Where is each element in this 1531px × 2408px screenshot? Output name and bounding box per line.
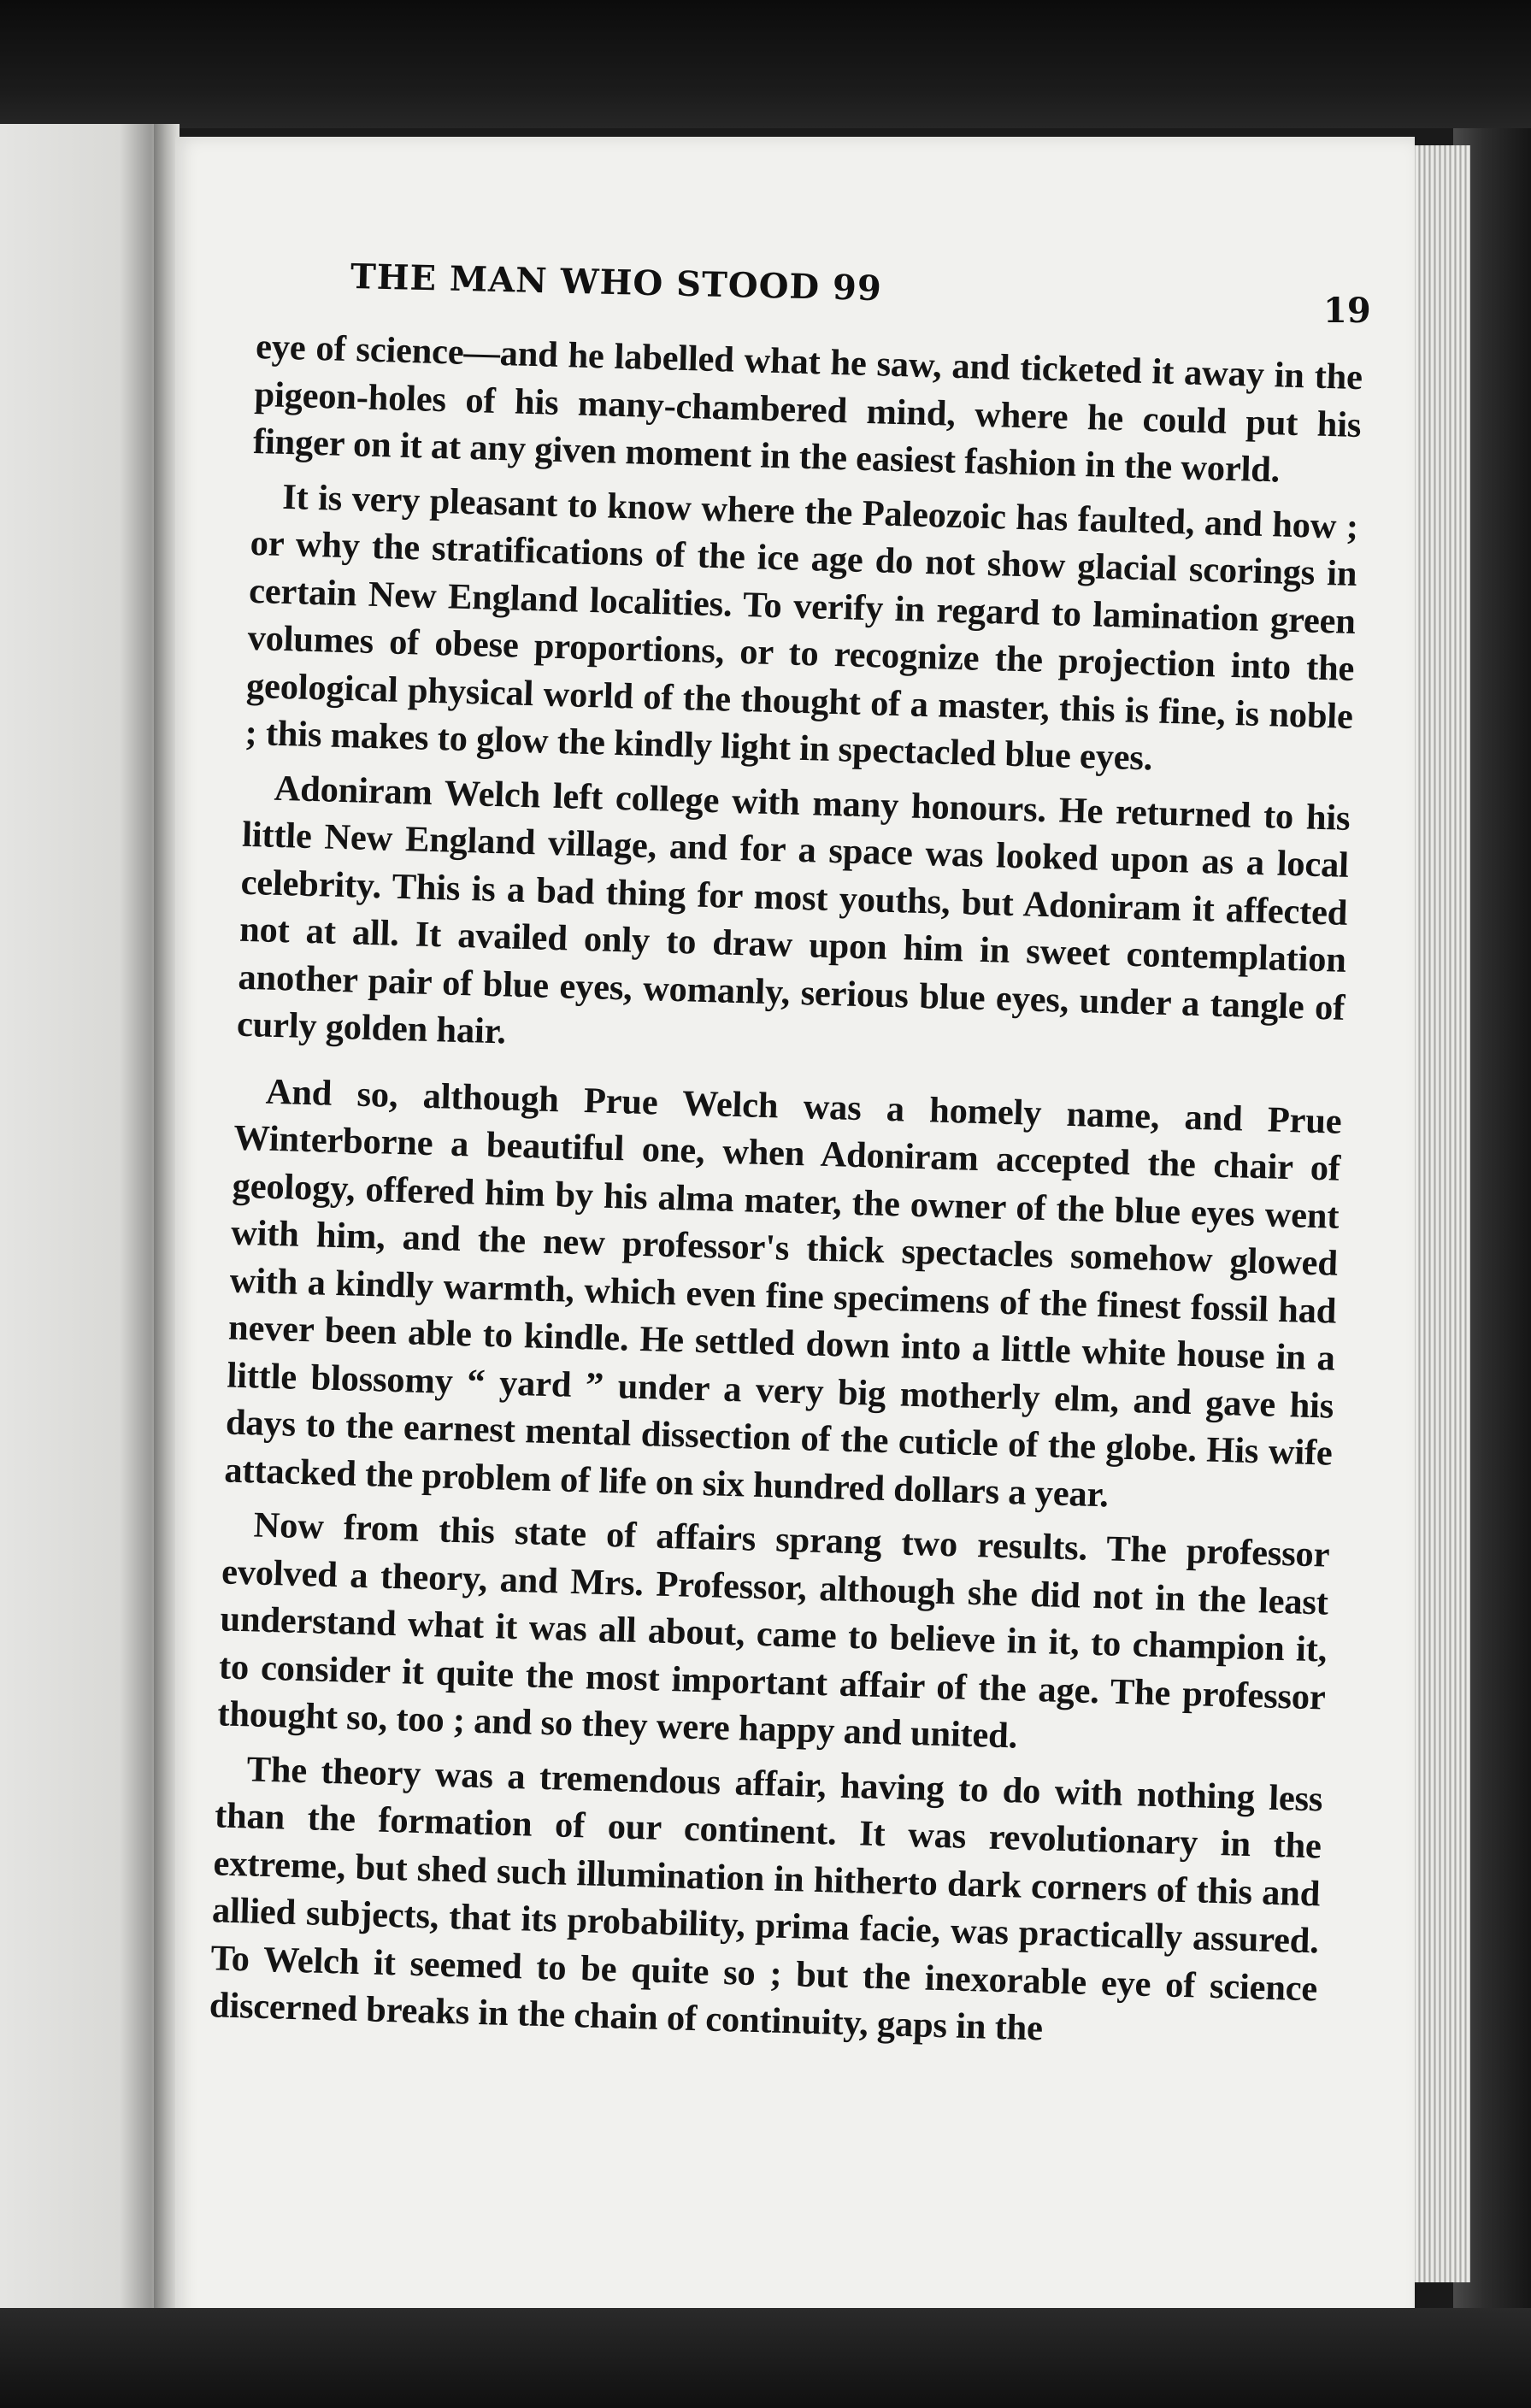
page-number: 19 [1323, 291, 1371, 331]
scan-background-top [0, 0, 1531, 128]
body-text [209, 323, 1363, 2067]
page-stack-edges [1410, 145, 1470, 2282]
scan-background-bottom [0, 2308, 1531, 2408]
paragraph: Adoniram Welch left college with many honours. He returned to his little New England village, and for a space was looked upon as a local celebrity. This is a bad thing for most youths, but Adoniram it affected not at all. It availed only to draw upon him in sweet contemplation another pair of blue eyes, womanly, serious blue eyes, under a tangle of curly golden hair. [236, 768, 1351, 1052]
paragraph: And so, although Prue Welch was a homely name, and Prue Winterborne a beautiful one, when Adoniram accepted the chair of geology, offered him by his alma mater, the owner of the blue eyes went with him, and the new professor's thick spectacles somehow glowed with a kindly warmth, which even fine specimens of the finest fossil had never been able to kindle. He settled down into a little white house in a little blossomy “ yard ” under a very big motherly elm, and gave his days to the earnest mental dissection of the cuticle of the globe. His wife attacked the problem of life on six hundred dollars a year. [223, 1071, 1343, 1515]
paragraph: It is very pleasant to know where the Paleozoic has faulted, and how ; or why the stratifications of the ice age do not show glacial scorings in certain New England localities. To verify in regard to lamination green volumes of obese proportions, or to recognize the projection into the geological physical world of the thought of a master, this is fine, is noble ; this makes to glow the kindly light in spectacled blue eyes. [244, 476, 1359, 779]
paragraph: Now from this state of affairs sprang two results. The professor evolved a theory, and Mrs. Professor, although she did not in the least understand what it was all about, came to believe in it, to champion it, to consider it quite the most important affair of the age. The professor thought so, too ; and so they were happy and united. [216, 1504, 1330, 1757]
paragraph: The theory was a tremendous affair, having to do with nothing less than the formation of our continent. It was revolutionary in the extreme, but shed such illumination in hitherto dark corners of this and allied subjects, that its probability, prima facie, was practically assured. To Welch it seemed to be quite so ; but the inexorable eye of science discerned breaks in the chain of continuity, gaps in the [209, 1748, 1323, 2049]
running-head: THE MAN WHO STOOD 99 [350, 256, 883, 309]
facing-page-edge [0, 124, 171, 2312]
paragraph: eye of science—and he labelled what he saw, and ticketed it away in the pigeon-holes of his many-chambered mind, where he could put his finger on it at any given moment in the easiest fashion in the world. [252, 326, 1363, 491]
